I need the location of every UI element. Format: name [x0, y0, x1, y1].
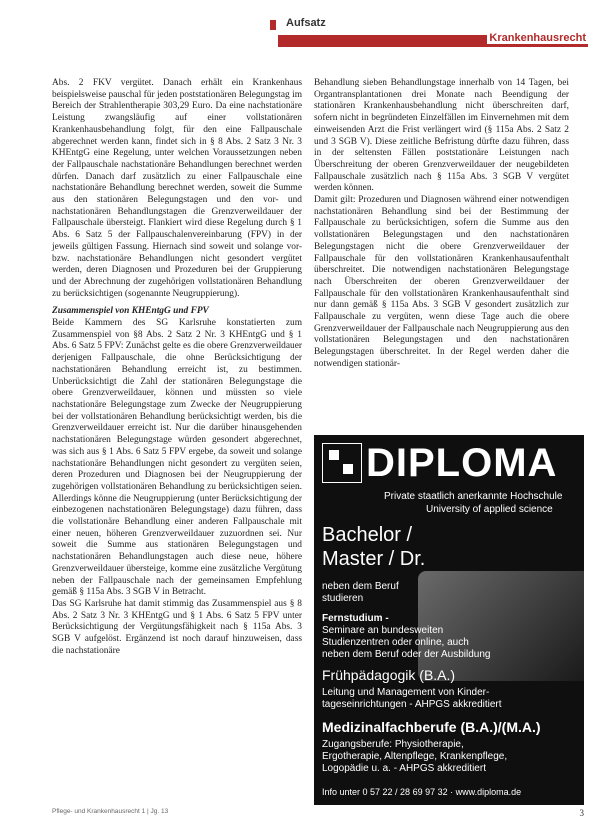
section-label: Aufsatz [286, 17, 326, 29]
ad-headline-2: Master / Dr. [322, 548, 426, 570]
ad-contact-link[interactable]: Info unter 0 57 22 / 28 69 97 32 · www.diploma.de [322, 787, 522, 797]
left-column [52, 78, 302, 657]
page-number: 3 [579, 808, 584, 818]
ad-program-2-line-1: Zugangsberufe: Physiotherapie, [322, 739, 464, 750]
ad-fern-3: neben dem Beruf oder der Ausbildung [322, 649, 491, 660]
ad-program-2-line-3: Logopädie u. a. - AHPGS akkreditiert [322, 763, 486, 774]
ad-tagline-2: University of applied science [426, 504, 553, 515]
ad-fern-title: Fernstudium - [322, 613, 389, 624]
ad-sub-1: neben dem Beruf [322, 581, 399, 592]
ad-brand: DIPLOMA [366, 441, 558, 485]
ad-fern-2: Studienzentren oder online, auch [322, 637, 469, 648]
left-paragraph-3: Das SG Karlsruhe hat damit stimmig das Zusammenspiel aus § 8 Abs. 2 Satz 3 Nr. 3 KHEntgG und § 1 Abs. 6 Satz 5 FPV unter Berücksichtigung der Vergütungsfähigkeit nach § 115a Abs. 3 SGB V aufgelöst. Ergänzend ist noch darauf hinzuweisen, dass die nachstationäre [52, 598, 302, 656]
ad-program-1-line-2: tageseinrichtungen - AHPGS akkreditiert [322, 699, 502, 710]
ad-program-1-line-1: Leitung und Management von Kinder- [322, 687, 490, 698]
diploma-advertisement[interactable] [314, 435, 584, 805]
header-marker [270, 20, 276, 30]
ad-sub-2: studieren [322, 593, 364, 604]
category-label: Krankenhausrecht [489, 32, 586, 44]
right-paragraph-1: Behandlung sieben Behandlungstage innerhalb von 14 Tagen, bei Organtransplantationen drei Monate nach Beendigung der stationären Krankenhausbehandlung nicht überschreiten darf, sofern nicht in begründeten Einzelfällen im Einvernehmen mit dem einweisenden Arzt die Frist verlängert wird (§ 115a Abs. 2 Satz 2 und 3 SGB V). Diese zeitliche Befristung dürfte dazu führen, dass in der seltensten Fällen poststationäre Leistungen nach Überschreitung der oberen Grenzverweildauer der neugebildeten Fallpauschale zusätzlich nach § 115a Abs. 3 SGB V vergütet werden können. [314, 78, 569, 194]
left-paragraph-1: Abs. 2 FKV vergütet. Danach erhält ein Krankenhaus beispielsweise pauschal für jeden poststationären Belegungstag im Bereich der Strahlentherapie 303,29 Euro. Da eine nachstationäre Leistung zwangsläufig auf einer vollstationären Krankenhausbehandlung folgt, für den eine Fallpauschale abgerechnet werden kann, findet sich in § 8 Abs. 2 Satz 3 Nr. 3 KHEntgG eine Regelung, unter welchen Voraussetzungen neben der Fallpauschale nachstationäre Behandlungen berechnet werden dürfen. Danach darf zusätzlich zu einer Fallpauschale eine nachstationäre Behandlung berechnet werden, soweit die Summe aus den stationären Belegungstagen und den vor- und nachstationären Behandlungstagen die Grenzverweildauer der Fallpauschale übersteigt. Flankiert wird diese Regelung durch § 1 Abs. 6 Satz 5 der Fallpauschalenvereinbarung (FPV) in der jeweils gültigen Fassung. Hiernach sind soweit und solange vor- bzw. nachstationäre Behandlungen nicht gesondert vergütet werden, deren Diagnosen und Prozeduren bei der Gruppierung und der Abrechnung der zugehörigen vollstationären Behandlung zu berücksichtigen (sogenannte Neugruppierung). [52, 78, 302, 299]
journal-footer: Pflege- und Krankenhausrecht 1 | Jg. 13 [52, 808, 169, 815]
ad-headline [322, 523, 425, 571]
ad-program-2-line-2: Ergotherapie, Altenpflege, Krankenpflege, [322, 751, 508, 762]
ad-headline-1: Bachelor / [322, 524, 413, 546]
left-paragraph-2: Beide Kammern des SG Karlsruhe konstatierten zum Zusammenspiel von §8 Abs. 2 Satz 2 Nr. 3 KHEntgG und § 1 Abs. 6 Satz 5 FPV: Zunächst gelte es die obere Grenzverweildauer derjenigen Fallpauschale, die ohne Berücksichtigung der nachstationären Behandlung erreicht ist, zu bestimmen. Unberücksichtigt die Zahl der stationären Belegungstage die obere Grenzverweildauer, können und müssten so viele nachstationäre Belegungstage zum Zwecke der Neugruppierung bei der vollstationären Behandlung berücksichtigt werden, bis die Grenzverweildauer erreicht ist. Nur die darüber hinausgehenden nachstationären Belegungstage würden gesondert abgerechnet, was sich aus § 1 Abs. 6 Satz 5 FPV ergebe, da soweit und solange nachstationäre Behandlungen nicht gesondert zu vergüten seien, deren Prozeduren und Diagnosen bei der Neugruppierung der zugehörigen vollstationären Behandlung zu berücksichtigen seien. Allerdings könne die Neugruppierung (unter Berücksichtigung der einbezogenen nachstationären Belegungstage) dazu führen, dass die vollstationäre Behandlung einer anderen Fallpauschale mit einer neuen, höheren Grenzverweildauer zuzuordnen sei. Nur soweit die Summe aus stationären Belegungstagen und nachstationären Behandlungstagen auch diese neue, höhere Grenzverweildauer übersteige, komme eine zusätzliche Vergütung neben der Fallpauschale nach der gemeinsamen Empfehlung gemäß § 115a Abs. 3 SGB V in Betracht. [52, 318, 303, 598]
ad-program-2-title: Medizinalfachberufe (B.A.)/(M.A.) [322, 719, 541, 735]
section-heading: Zusammenspiel von KHEntgG und FPV [52, 306, 209, 317]
right-paragraph-2: Damit gilt: Prozeduren und Diagnosen während einer notwendigen nachstationären Behandlung sind bei der Bestimmung der Fallpauschale zu berücksichtigen, sofern die Summe aus den vollstationären Belegungstagen und den nachstationären Belegungstagen nicht die obere Grenzverweildauer der Fallpauschale für den vollstationären Krankenhausaufenthalt überschreitet. Die notwendigen nachstationären Belegungstage nach Überschreiten der oberen Grenzverweildauer der Fallpauschale für den vollstationären Krankenhausaufenthalt sind nur dann gemäß § 115a Abs. 3 SGB V gesondert zusätzlich zur Fallpauschale zu vergüten, wenn diese Tage auch die obere Grenzverweildauer der Fallpauschale nach Neugruppierung aus den vollstationären Belegungstagen und den nachstationären Belegungstagen überschreitet. In der Regel werden daher die notwendigen stationär- [314, 195, 569, 369]
ad-tagline-1: Private staatlich anerkannte Hochschule [384, 491, 563, 502]
diploma-logo-icon [322, 443, 362, 483]
right-column [314, 78, 569, 371]
ad-fern-1: Seminare an bundesweiten [322, 625, 444, 636]
ad-program-1-title: Frühpädagogik (B.A.) [322, 667, 456, 683]
